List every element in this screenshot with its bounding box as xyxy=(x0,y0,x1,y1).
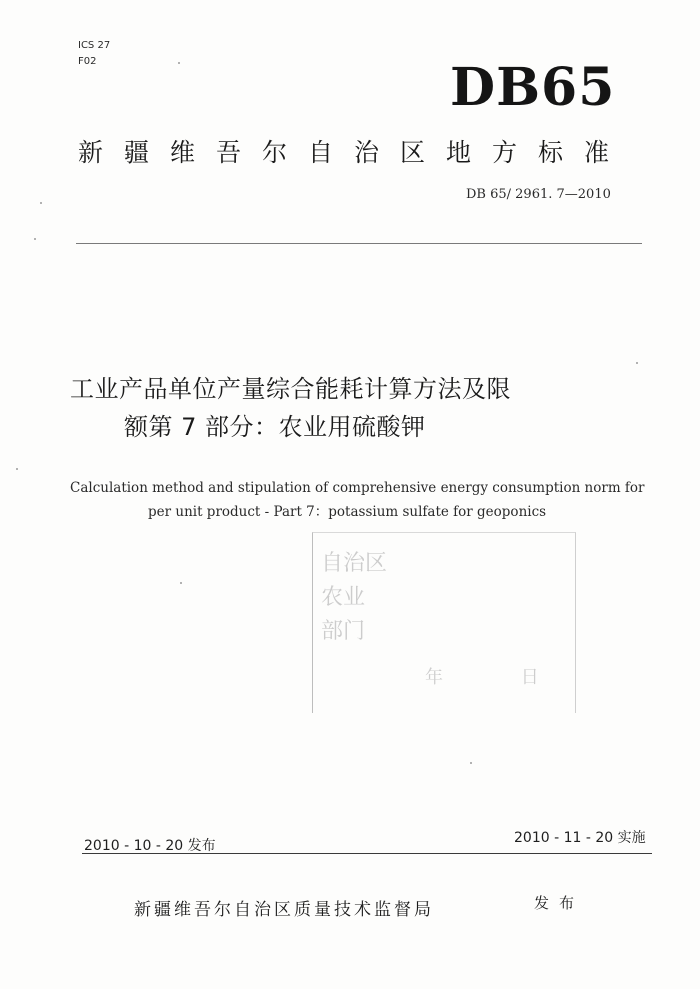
chinese-title-line-1: 工业产品单位产量综合能耗计算方法及限 xyxy=(70,375,511,403)
stamp-text xyxy=(321,547,571,649)
ics-code: ICS 27 xyxy=(78,40,111,51)
issue-date: 2010 - 10 - 20 发布 xyxy=(84,838,216,854)
publish-label: 发布 xyxy=(534,894,585,912)
english-title xyxy=(70,476,645,524)
stamp-line-3: 部门 xyxy=(321,619,366,644)
stamp-line-2: 农业 xyxy=(321,585,366,610)
scan-speck xyxy=(34,238,36,240)
ccs-code: F02 xyxy=(78,56,97,67)
stamp-line-1: 自治区 xyxy=(321,551,388,576)
date-divider xyxy=(82,853,652,854)
standard-code-logo: DB65 xyxy=(450,57,616,118)
standard-number: DB 65/ 2961. 7—2010 xyxy=(466,187,611,202)
stamp-date: 年 日 xyxy=(425,667,575,688)
scan-speck xyxy=(16,468,18,470)
english-title-line-1: Calculation method and stipulation of comprehensive energy consumption norm for xyxy=(70,480,645,496)
faded-stamp-box xyxy=(312,532,576,713)
scan-speck xyxy=(180,582,182,584)
classification-codes xyxy=(78,38,110,70)
english-title-line-2: per unit product - Part 7：potassium sulfate for geoponics xyxy=(148,504,547,520)
chinese-title xyxy=(70,370,630,446)
header-divider xyxy=(76,243,642,244)
implementation-date: 2010 - 11 - 20 实施 xyxy=(514,830,646,846)
scan-speck xyxy=(636,362,638,364)
issuing-authority: 新疆维吾尔自治区质量技术监督局 xyxy=(134,900,434,920)
scan-speck xyxy=(40,202,42,204)
scan-speck xyxy=(178,62,180,64)
scan-speck xyxy=(470,762,472,764)
chinese-title-line-2: 额第 7 部分：农业用硫酸钾 xyxy=(124,413,426,441)
standard-type-heading: 新疆维吾尔自治区地方标准 xyxy=(78,138,631,167)
